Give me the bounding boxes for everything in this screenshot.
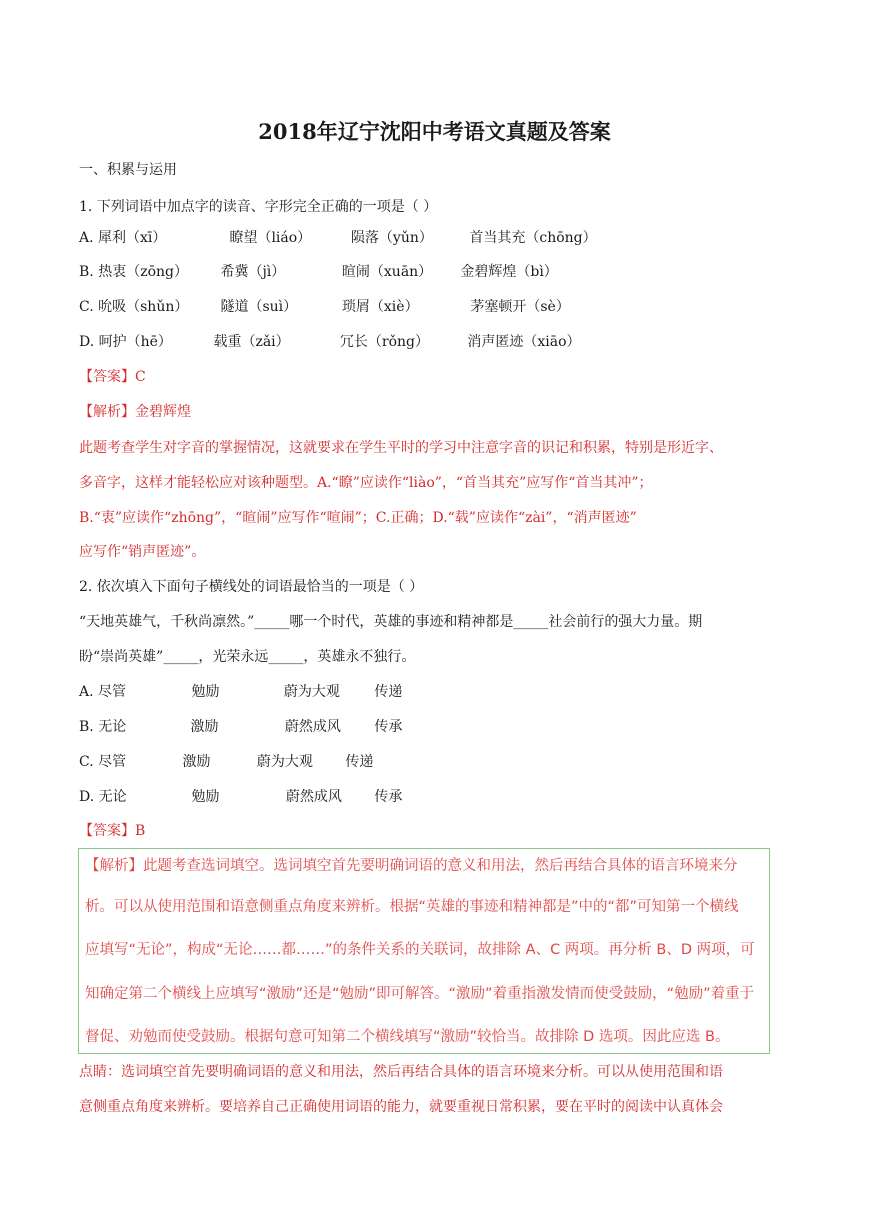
q1-answer: 【答案】C bbox=[79, 369, 146, 385]
q2-analysis-line: 督促、劝勉而使受鼓励。根据句意可知第二个横线填写“激励”较恰当。故排除 D 选项。因此应选 B。 bbox=[85, 1029, 730, 1045]
q2-option-a: A. 尽管 勉励 蔚为大观 传递 bbox=[79, 684, 403, 700]
q1-option-b: B. 热衷（zōng） 希冀（jì） 暄闹（xuān） 金碧辉煌（bì） bbox=[79, 264, 558, 280]
q2-option-c: C. 尽管 激励 蔚为大观 传递 bbox=[79, 754, 374, 770]
q1-analysis-line: 多音字，这样才能轻松应对该种题型。A.“瞭”应读作“liào”，“首当其充”应写作“首当其冲”； bbox=[79, 475, 653, 491]
q1-stem: 1. 下列词语中加点字的读音、字形完全正确的一项是（ ） bbox=[79, 199, 438, 215]
q2-analysis-line: 应填写“无论”，构成“无论……都……”的条件关系的关联词，故排除 A、C 两项。再分析 B、D 两项，可 bbox=[85, 942, 755, 958]
q2-passage-line: 盼“崇尚英雄”_____，光荣永远_____，英雄永不独行。 bbox=[79, 649, 416, 665]
q2-tips-line: 点睛：选词填空首先要明确词语的意义和用法，然后再结合具体的语言环境来分析。可以从使用范围和语 bbox=[79, 1064, 723, 1080]
q1-option-c: C. 吮吸（shǔn） 隧道（suì） 琐屑（xiè） 茅塞顿开（sè） bbox=[79, 299, 570, 315]
q1-analysis-line: B.“衷”应读作“zhōng”，“暄闹”应写作“喧闹”；C.正确；D.“载”应读作“zài”，“消声匿迹” bbox=[79, 510, 637, 526]
q2-tips-line: 意侧重点角度来辨析。要培养自己正确使用词语的能力，就要重视日常积累，要在平时的阅读中认真体会 bbox=[79, 1099, 723, 1115]
section-heading: 一、积累与运用 bbox=[79, 162, 177, 178]
q1-analysis-heading: 【解析】金碧辉煌 bbox=[79, 404, 191, 420]
q2-passage-line: “天地英雄气，千秋尚凛然。”_____哪一个时代，英雄的事迹和精神都是_____社会前行的强大力量。期 bbox=[79, 614, 703, 630]
q2-analysis-line: 【解析】此题考查选词填空。选词填空首先要明确词语的意义和用法，然后再结合具体的语言环境来分 bbox=[85, 858, 738, 874]
q2-stem: 2. 依次填入下面句子横线处的词语最恰当的一项是（ ） bbox=[79, 579, 424, 595]
q1-analysis-line: 此题考查学生对字音的掌握情况，这就要求在学生平时的学习中注意字音的识记和积累，特别是形近字、 bbox=[79, 440, 723, 456]
q2-analysis-box bbox=[78, 848, 770, 1054]
q1-option-d: D. 呵护（hē） 载重（zǎi） 冗长（rǒng） 消声匿迹（xiāo） bbox=[79, 334, 581, 350]
q1-option-a: A. 犀利（xī） 瞭望（liáo） 陨落（yǔn） 首当其充（chōng） bbox=[79, 230, 597, 246]
q2-analysis-line: 析。可以从使用范围和语意侧重点角度来辨析。根据“英雄的事迹和精神都是”中的“都”可知第一个横线 bbox=[85, 899, 739, 915]
q2-analysis-line: 知确定第二个横线上应填写“激励”还是“勉励”即可解答。“激励”着重指激发情而使受鼓励，“勉励”着重于 bbox=[85, 986, 755, 1002]
page-title: 2018年辽宁沈阳中考语文真题及答案 bbox=[258, 119, 611, 144]
q2-option-d: D. 无论 勉励 蔚然成风 传承 bbox=[79, 789, 403, 805]
q1-analysis-line: 应写作“销声匿迹”。 bbox=[79, 544, 206, 560]
q2-option-b: B. 无论 激励 蔚然成风 传承 bbox=[79, 719, 403, 735]
q2-answer: 【答案】B bbox=[79, 823, 146, 839]
